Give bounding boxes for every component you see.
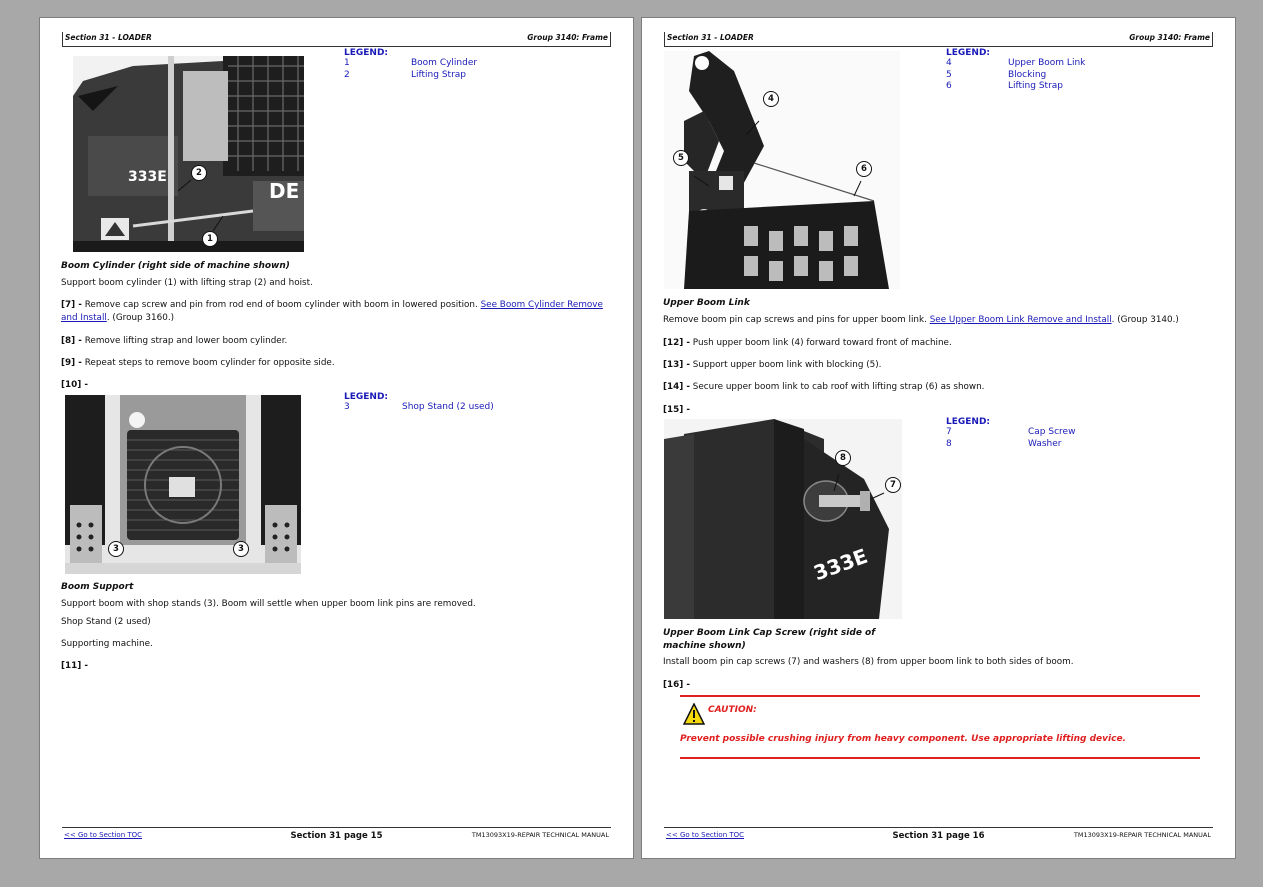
step-text: Repeat steps to remove boom cylinder for opposite side. xyxy=(84,358,335,368)
legend-text: Shop Stand (2 used) xyxy=(402,402,494,412)
step-9 xyxy=(61,357,335,370)
legend-text: Lifting Strap xyxy=(1008,81,1064,91)
header-section: Section 31 - LOADER xyxy=(65,33,152,42)
paragraph: Support boom cylinder (1) with lifting strap (2) and hoist. xyxy=(61,278,313,288)
legend-num: 8 xyxy=(946,438,952,449)
step-15 xyxy=(663,404,690,417)
paragraph-text: Remove boom pin cap screws and pins for upper boom link. xyxy=(663,315,927,325)
step-text-suffix: . (Group 3160.) xyxy=(106,312,175,323)
legend-row xyxy=(946,427,1146,439)
legend-num: 4 xyxy=(946,58,952,68)
step-text: Remove cap screw and pin from rod end of boom cylinder with boom in lowered position. xyxy=(84,300,478,310)
paragraph: Install boom pin cap screws (7) and washers (8) from upper boom link to both sides of boom. xyxy=(663,657,1074,667)
deer-logo xyxy=(169,477,195,497)
step-text: Secure upper boom link to cab roof with lifting strap (6) as shown. xyxy=(692,382,985,392)
step-13 xyxy=(663,359,881,372)
legend-row xyxy=(344,58,544,70)
step-number: [16] - xyxy=(663,680,690,690)
legend-title: LEGEND: xyxy=(344,392,389,402)
boom-cylinder-illustration xyxy=(73,56,304,252)
step-number: [14] - xyxy=(663,382,690,392)
step-11 xyxy=(61,660,88,673)
step-number: [8] - xyxy=(61,336,82,346)
legend-title: LEGEND: xyxy=(946,417,991,427)
page-number: Section 31 page 15 xyxy=(290,831,383,841)
legend-title: LEGEND: xyxy=(946,48,991,58)
paragraph: Supporting machine. xyxy=(61,639,153,649)
callout-6: 6 xyxy=(856,161,872,177)
page-footer xyxy=(62,827,611,842)
legend-row xyxy=(344,70,544,82)
step-16 xyxy=(663,679,690,692)
boom-support-illustration xyxy=(65,395,301,574)
figure-caption: Boom Support xyxy=(61,582,134,592)
legend-row xyxy=(946,81,1146,93)
section-toc-link[interactable]: << Go to Section TOC xyxy=(666,831,745,839)
legend-num: 6 xyxy=(946,81,952,91)
cap-screw-photo xyxy=(664,419,902,619)
step-8 xyxy=(61,335,287,348)
step-number: [10] - xyxy=(61,380,88,390)
legend-figure-1 xyxy=(344,48,544,81)
boom-support-photo xyxy=(65,395,301,574)
legend-text: Lifting Strap xyxy=(411,69,467,80)
legend-figure-2 xyxy=(344,392,564,414)
legend-row xyxy=(946,58,1146,70)
page-header xyxy=(664,32,1213,47)
legend-num: 7 xyxy=(946,427,952,437)
upper-boom-link-remove-install-link[interactable]: See Upper Boom Link Remove and Install xyxy=(929,315,1112,325)
figure-caption: Upper Boom Link Cap Screw (right side of machine shown) xyxy=(663,628,876,651)
figure-caption: Boom Cylinder (right side of machine shown) xyxy=(61,261,290,271)
callout-3-left: 3 xyxy=(108,541,124,557)
manual-title: TM13093X19-REPAIR TECHNICAL MANUAL xyxy=(471,831,609,839)
legend-text: Upper Boom Link xyxy=(1008,58,1086,68)
caution-box xyxy=(680,695,1200,759)
step-text: Push upper boom link (4) forward toward front of machine. xyxy=(692,338,952,348)
header-group: Group 3140: Frame xyxy=(1129,33,1210,42)
page-header xyxy=(62,32,611,47)
step-number: [11] - xyxy=(61,661,88,671)
page-number: Section 31 page 16 xyxy=(892,831,985,841)
step-number: [9] - xyxy=(61,358,82,368)
callout-4: 4 xyxy=(763,91,779,107)
manual-page-16 xyxy=(641,17,1236,859)
page-footer xyxy=(664,827,1213,842)
caution-title: CAUTION: xyxy=(708,705,757,715)
step-14 xyxy=(663,381,984,394)
callout-5: 5 xyxy=(673,150,689,166)
step-7 xyxy=(61,299,616,324)
step-number: [7] - xyxy=(61,300,82,310)
manual-title: TM13093X19-REPAIR TECHNICAL MANUAL xyxy=(1073,831,1211,839)
paragraph-suffix: . (Group 3140.) xyxy=(1111,315,1179,325)
upper-boom-link-photo xyxy=(664,51,900,289)
warning-icon xyxy=(683,703,705,725)
boom-cylinder-photo xyxy=(73,56,304,252)
manual-page-15 xyxy=(39,17,634,859)
legend-row xyxy=(946,439,1146,451)
legend-text: Cap Screw xyxy=(1028,427,1076,437)
step-number: [13] - xyxy=(663,360,690,370)
legend-text: Blocking xyxy=(1008,69,1047,80)
legend-figure-4 xyxy=(946,417,1146,450)
step-number: [15] - xyxy=(663,405,690,415)
caution-text: Prevent possible crushing injury from heavy component. Use appropriate lifting device. xyxy=(680,734,1126,744)
callout-8: 8 xyxy=(835,450,851,466)
paragraph: Shop Stand (2 used) xyxy=(61,617,151,627)
legend-num: 5 xyxy=(946,69,952,80)
legend-text: Washer xyxy=(1028,438,1062,449)
legend-num: 2 xyxy=(344,69,350,80)
header-section: Section 31 - LOADER xyxy=(667,33,754,42)
callout-2: 2 xyxy=(191,165,207,181)
legend-figure-3 xyxy=(946,48,1146,93)
model-decal: 333E xyxy=(810,543,871,586)
section-toc-link[interactable]: << Go to Section TOC xyxy=(64,831,143,839)
callout-3-right: 3 xyxy=(233,541,249,557)
step-text: Support upper boom link with blocking (5). xyxy=(692,360,882,370)
paragraph: Support boom with shop stands (3). Boom will settle when upper boom link pins are removed. xyxy=(61,599,476,609)
boom-cylinder-remove-install-link[interactable]: See Boom Cylinder Remove and Install xyxy=(61,300,603,323)
legend-title: LEGEND: xyxy=(344,48,389,58)
step-text: Remove lifting strap and lower boom cylinder. xyxy=(84,336,288,346)
brand-decal: DE xyxy=(269,179,300,203)
step-number: [12] - xyxy=(663,338,690,348)
header-group: Group 3140: Frame xyxy=(527,33,608,42)
step-12 xyxy=(663,337,952,350)
step-10 xyxy=(61,379,88,392)
model-decal: 333E xyxy=(128,169,167,185)
paragraph xyxy=(663,314,1218,327)
callout-1: 1 xyxy=(202,231,218,247)
legend-num: 1 xyxy=(344,58,350,68)
callout-7: 7 xyxy=(885,477,901,493)
legend-row xyxy=(946,70,1146,82)
legend-row xyxy=(344,402,564,414)
figure-caption: Upper Boom Link xyxy=(663,298,750,308)
legend-text: Boom Cylinder xyxy=(411,58,478,68)
legend-num: 3 xyxy=(344,402,350,412)
cap-screw-illustration xyxy=(664,419,902,619)
